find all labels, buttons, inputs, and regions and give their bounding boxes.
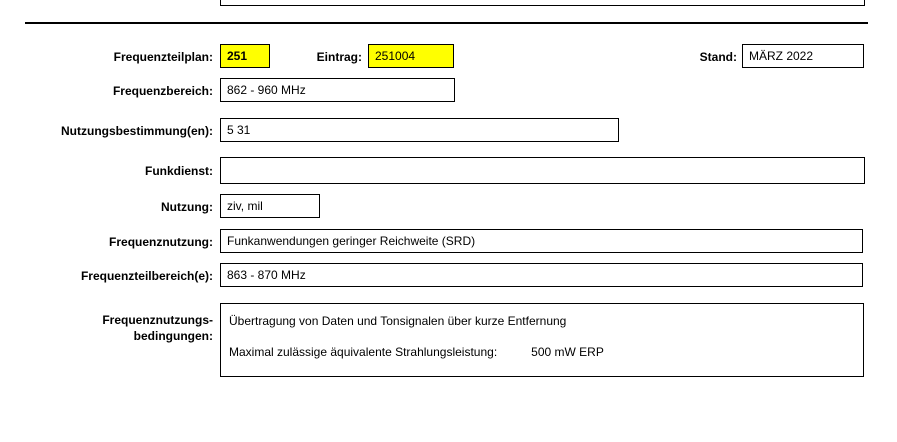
nutzung-label: Nutzung: [161,200,213,214]
bedingungen-label [102,313,213,344]
bedingungen-line2 [229,345,855,359]
bedingungen-line2-text: Maximal zulässige äquivalente Strahlungsleistung: [229,345,498,360]
frequenzteilplan-label: Frequenzteilplan: [113,50,213,64]
eintrag-label: Eintrag: [316,50,362,64]
bedingungen-line1: Übertragung von Daten und Tonsignalen über kurze Entfernung [229,314,567,328]
bedingungen-label-line2: bedingungen: [133,328,213,343]
nutzung-value: ziv, mil [220,194,320,218]
frequenznutzung-value: Funkanwendungen geringer Reichweite (SRD) [220,229,863,253]
frequenznutzung-label: Frequenznutzung: [109,235,213,249]
frequenzteilplan-value: 251 [220,44,270,68]
frequenzbereich-value: 862 - 960 MHz [220,78,455,102]
eintrag-value: 251004 [368,44,454,68]
bedingungen-line2-value: 500 mW ERP [531,345,604,360]
bedingungen-value [220,303,864,377]
stand-label: Stand: [699,50,737,64]
bedingungen-label-line1: Frequenznutzungs- [102,313,213,327]
nutzungsbestimmung-label: Nutzungsbestimmung(en): [61,124,213,138]
previous-section-box [220,0,865,6]
funkdienst-label: Funkdienst: [145,164,213,178]
nutzungsbestimmung-value: 5 31 [220,118,619,142]
stand-value: MÄRZ 2022 [742,44,864,68]
frequenzteilbereich-label: Frequenzteilbereich(e): [80,269,213,283]
section-divider [25,22,868,24]
frequenzbereich-label: Frequenzbereich: [112,84,213,98]
frequenzteilbereich-value: 863 - 870 MHz [220,263,863,287]
funkdienst-value [220,157,865,184]
